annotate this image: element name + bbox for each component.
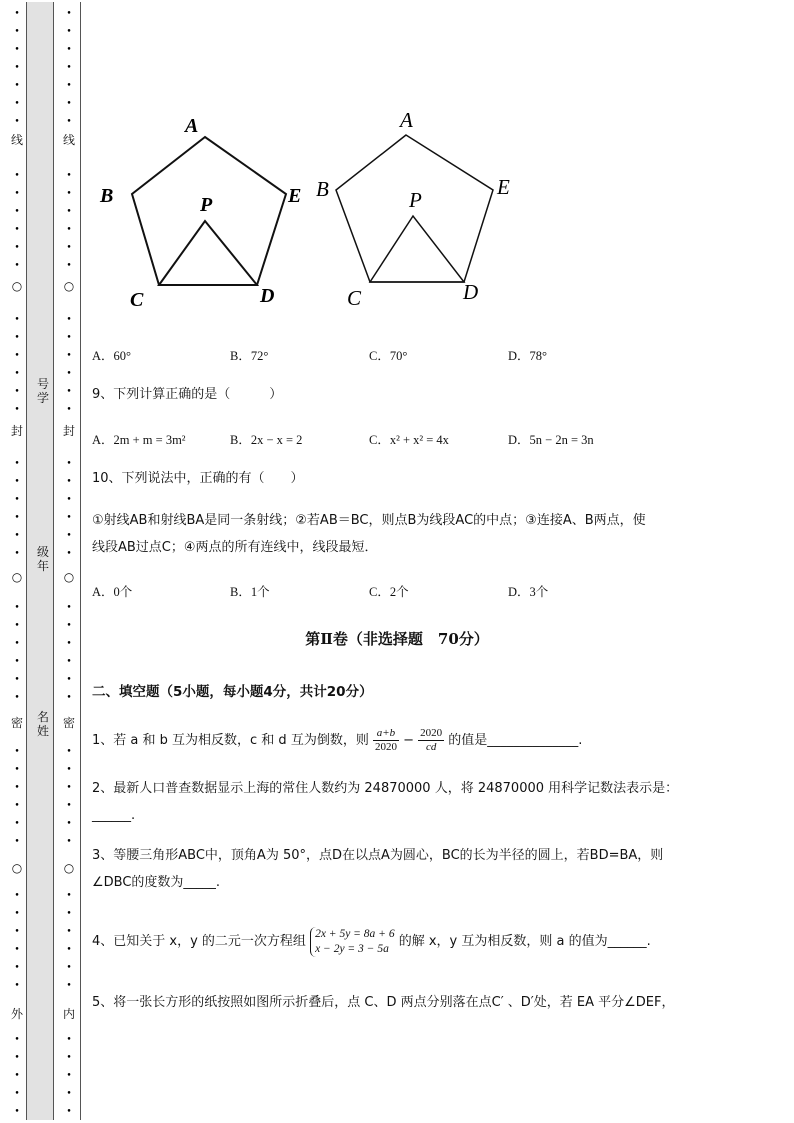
margin-dot: • xyxy=(66,99,72,109)
margin-dot: • xyxy=(66,819,72,829)
fill-q1-fraction1 xyxy=(373,727,399,754)
margin-dot: • xyxy=(14,81,20,91)
margin-dot: • xyxy=(14,549,20,559)
margin-dot: • xyxy=(66,495,72,505)
margin-dot: • xyxy=(14,927,20,937)
margin-dot: • xyxy=(14,981,20,991)
inner-label-feng: 封 xyxy=(62,424,75,438)
fill-q1 xyxy=(92,724,742,758)
inner-circle: ○ xyxy=(63,861,75,875)
margin-dot: • xyxy=(66,837,72,847)
margin-dot: • xyxy=(14,315,20,325)
margin-dot: • xyxy=(66,549,72,559)
left-label-d: D xyxy=(260,285,275,307)
margin-dot: • xyxy=(66,657,72,667)
right-label-c: C xyxy=(347,286,362,310)
fill-q4-post: 的解 x，y 互为相反数，则 a 的值为______. xyxy=(398,934,651,949)
outer-label-xian: 线 xyxy=(10,133,23,147)
margin-dot: • xyxy=(14,621,20,631)
q10-body-line1: ①射线AB和射线BA是同一条射线；②若AB＝BC，则点B为线段AC的中点；③连接A、B两点，使 xyxy=(92,513,646,528)
right-triangle xyxy=(370,216,464,282)
q9-option-c[interactable]: C．x² + x² = 4x xyxy=(369,433,449,447)
margin-dot: • xyxy=(66,1053,72,1063)
left-label-c: C xyxy=(130,289,144,311)
fill-q2-line2: ______. xyxy=(92,808,136,823)
margin-dot: • xyxy=(14,387,20,397)
part2-title: 第Ⅱ卷（非选择题 70分） xyxy=(305,630,489,648)
margin-dot: • xyxy=(14,657,20,667)
fill-q1-pre: 1、若 a 和 b 互为相反数，c 和 d 互为倒数，则 xyxy=(92,733,369,748)
margin-dot: • xyxy=(66,513,72,523)
margin-dot: • xyxy=(14,765,20,775)
margin-dot: • xyxy=(66,1089,72,1099)
margin-dot: • xyxy=(66,1107,72,1117)
margin-dot: • xyxy=(66,405,72,415)
margin-dot: • xyxy=(14,243,20,253)
binding-margin xyxy=(0,0,86,1123)
inner-label-xian: 线 xyxy=(62,133,75,147)
left-label-a: A xyxy=(185,115,199,137)
margin-dot: • xyxy=(14,1035,20,1045)
margin-dot: • xyxy=(14,891,20,901)
margin-dot: • xyxy=(14,63,20,73)
fill-q4 xyxy=(92,922,742,962)
fill-q2-line1: 2、最新人口普查数据显示上海的常住人数约为 24870000 人，将 24870000 用科学记数法表示是： xyxy=(92,781,679,796)
margin-dot: • xyxy=(66,9,72,19)
margin-dot: • xyxy=(14,1089,20,1099)
margin-dot: • xyxy=(66,117,72,127)
fill-q3-line2: ∠DBC的度数为_____. xyxy=(92,875,221,890)
margin-dot: • xyxy=(66,531,72,541)
left-label-e: E xyxy=(288,185,302,207)
margin-dot: • xyxy=(66,315,72,325)
q10-option-c[interactable]: C．2个 xyxy=(369,585,409,599)
outer-circle: ○ xyxy=(11,861,23,875)
q9-option-d[interactable]: D．5n − 2n = 3n xyxy=(508,433,594,447)
margin-dot: • xyxy=(14,531,20,541)
margin-dot: • xyxy=(14,207,20,217)
outer-circle: ○ xyxy=(11,279,23,293)
margin-dot: • xyxy=(14,639,20,649)
margin-dot: • xyxy=(66,369,72,379)
fill-q4-equation-system xyxy=(310,927,395,957)
margin-dot: • xyxy=(14,819,20,829)
margin-dot: • xyxy=(14,99,20,109)
margin-dot: • xyxy=(66,63,72,73)
q8-option-d[interactable]: D．78° xyxy=(508,349,548,363)
margin-dot: • xyxy=(66,909,72,919)
margin-dot: • xyxy=(66,351,72,361)
margin-dot: • xyxy=(66,387,72,397)
right-label-a: A xyxy=(400,108,413,132)
right-label-d: D xyxy=(463,280,479,304)
margin-dot: • xyxy=(66,171,72,181)
margin-dot: • xyxy=(14,495,20,505)
margin-dot: • xyxy=(66,81,72,91)
inner-circle: ○ xyxy=(63,279,75,293)
margin-dot: • xyxy=(14,171,20,181)
margin-dot: • xyxy=(14,837,20,847)
margin-dot: • xyxy=(14,1053,20,1063)
margin-dot: • xyxy=(66,459,72,469)
margin-dot: • xyxy=(14,1107,20,1117)
inner-label-mi: 密 xyxy=(62,716,75,730)
margin-dot: • xyxy=(14,783,20,793)
margin-dot: • xyxy=(66,765,72,775)
margin-dot: • xyxy=(14,117,20,127)
outer-label-mi: 密 xyxy=(10,716,23,730)
binding-right-line xyxy=(80,2,81,1120)
fill-q1-post: 的值是______________. xyxy=(448,733,583,748)
margin-dot: • xyxy=(14,1071,20,1081)
q10-option-b[interactable]: B．1个 xyxy=(230,585,270,599)
fill-q4-pre: 4、已知关于 x，y 的二元一次方程组 xyxy=(92,934,306,949)
fill-q1-frac2-den: cd xyxy=(425,741,437,753)
q9-option-b[interactable]: B．2x − x = 2 xyxy=(230,433,303,447)
q9-stem: 9、下列计算正确的是（ ） xyxy=(92,387,283,402)
margin-dot: • xyxy=(66,891,72,901)
margin-dot: • xyxy=(14,369,20,379)
fill-q3-line1: 3、等腰三角形ABC中，顶角A为 50°，点D在以点A为圆心，BC的长为半径的圆上，若BD=BA，则 xyxy=(92,848,664,863)
margin-dot: • xyxy=(66,963,72,973)
margin-dot: • xyxy=(14,963,20,973)
right-label-p: P xyxy=(409,188,422,212)
margin-dot: • xyxy=(66,675,72,685)
outer-circle: ○ xyxy=(11,570,23,584)
margin-dot: • xyxy=(66,945,72,955)
margin-dot: • xyxy=(66,603,72,613)
margin-dot: • xyxy=(14,693,20,703)
q9-option-a[interactable]: A．2m + m = 3m² xyxy=(92,433,186,447)
q10-stem: 10、下列说法中，正确的有（ ） xyxy=(92,471,304,486)
margin-dot: • xyxy=(14,945,20,955)
margin-dot: • xyxy=(66,981,72,991)
q8-option-c[interactable]: C．70° xyxy=(369,349,408,363)
margin-dot: • xyxy=(66,927,72,937)
margin-dot: • xyxy=(66,693,72,703)
fill-q1-frac1-den: 2020 xyxy=(374,741,397,753)
field-class: 级年 xyxy=(36,545,49,573)
margin-dot: • xyxy=(66,477,72,487)
inner-circle: ○ xyxy=(63,570,75,584)
q10-option-d[interactable]: D．3个 xyxy=(508,585,549,599)
outer-label-feng: 封 xyxy=(10,424,23,438)
fill-section-heading: 二、填空题（5小题，每小题4分，共计20分） xyxy=(92,684,373,700)
margin-dot: • xyxy=(66,333,72,343)
outer-label-wai: 外 xyxy=(10,1007,23,1021)
margin-dot: • xyxy=(66,1071,72,1081)
field-student-number: 号学 xyxy=(36,377,49,405)
q10-option-a[interactable]: A．0个 xyxy=(92,585,133,599)
margin-dot: • xyxy=(66,1035,72,1045)
margin-dot: • xyxy=(14,513,20,523)
fill-q1-minus: − xyxy=(403,733,415,748)
margin-dot: • xyxy=(66,27,72,37)
fill-q1-fraction2 xyxy=(418,727,444,754)
margin-dot: • xyxy=(14,909,20,919)
right-label-e: E xyxy=(497,175,510,199)
margin-dot: • xyxy=(14,351,20,361)
margin-dot: • xyxy=(14,9,20,19)
left-label-p: P xyxy=(200,194,213,216)
margin-dot: • xyxy=(66,261,72,271)
margin-dot: • xyxy=(14,261,20,271)
margin-dot: • xyxy=(66,639,72,649)
left-label-b: B xyxy=(100,185,114,207)
inner-label-nei: 内 xyxy=(62,1007,75,1021)
margin-dot: • xyxy=(14,747,20,757)
margin-dot: • xyxy=(14,45,20,55)
margin-dot: • xyxy=(14,459,20,469)
q8-option-a[interactable]: A．60° xyxy=(92,349,132,363)
margin-dot: • xyxy=(66,747,72,757)
margin-dot: • xyxy=(66,621,72,631)
margin-dot: • xyxy=(14,603,20,613)
margin-dot: • xyxy=(66,801,72,811)
margin-dot: • xyxy=(66,243,72,253)
left-triangle xyxy=(159,221,257,285)
margin-dot: • xyxy=(66,783,72,793)
fill-q4-eq2: x − 2y = 3 − 5a xyxy=(315,942,389,955)
margin-dot: • xyxy=(14,801,20,811)
margin-dot: • xyxy=(14,405,20,415)
q10-body-line2: 线段AB过点C；④两点的所有连线中，线段最短． xyxy=(92,540,378,555)
right-label-b: B xyxy=(316,177,329,201)
margin-dot: • xyxy=(14,333,20,343)
q8-option-b[interactable]: B．72° xyxy=(230,349,269,363)
fill-q5: 5、将一张长方形的纸按照如图所示折叠后，点 C、D 两点分别落在点C′ 、D′处，若 EA 平分∠DEF， xyxy=(92,995,675,1010)
margin-dot: • xyxy=(66,225,72,235)
margin-dot: • xyxy=(14,675,20,685)
margin-dot: • xyxy=(66,189,72,199)
margin-dot: • xyxy=(14,477,20,487)
fill-q1-frac1-num: a+b xyxy=(373,727,399,741)
margin-dot: • xyxy=(14,189,20,199)
fill-q1-frac2-num: 2020 xyxy=(420,727,443,739)
margin-dot: • xyxy=(66,45,72,55)
margin-dot: • xyxy=(14,27,20,37)
field-name: 名姓 xyxy=(36,710,49,738)
margin-dot: • xyxy=(66,207,72,217)
margin-dot: • xyxy=(14,225,20,235)
pentagon-figures xyxy=(92,108,532,318)
fill-q4-eq1: 2x + 5y = 8a + 6 xyxy=(315,927,395,940)
